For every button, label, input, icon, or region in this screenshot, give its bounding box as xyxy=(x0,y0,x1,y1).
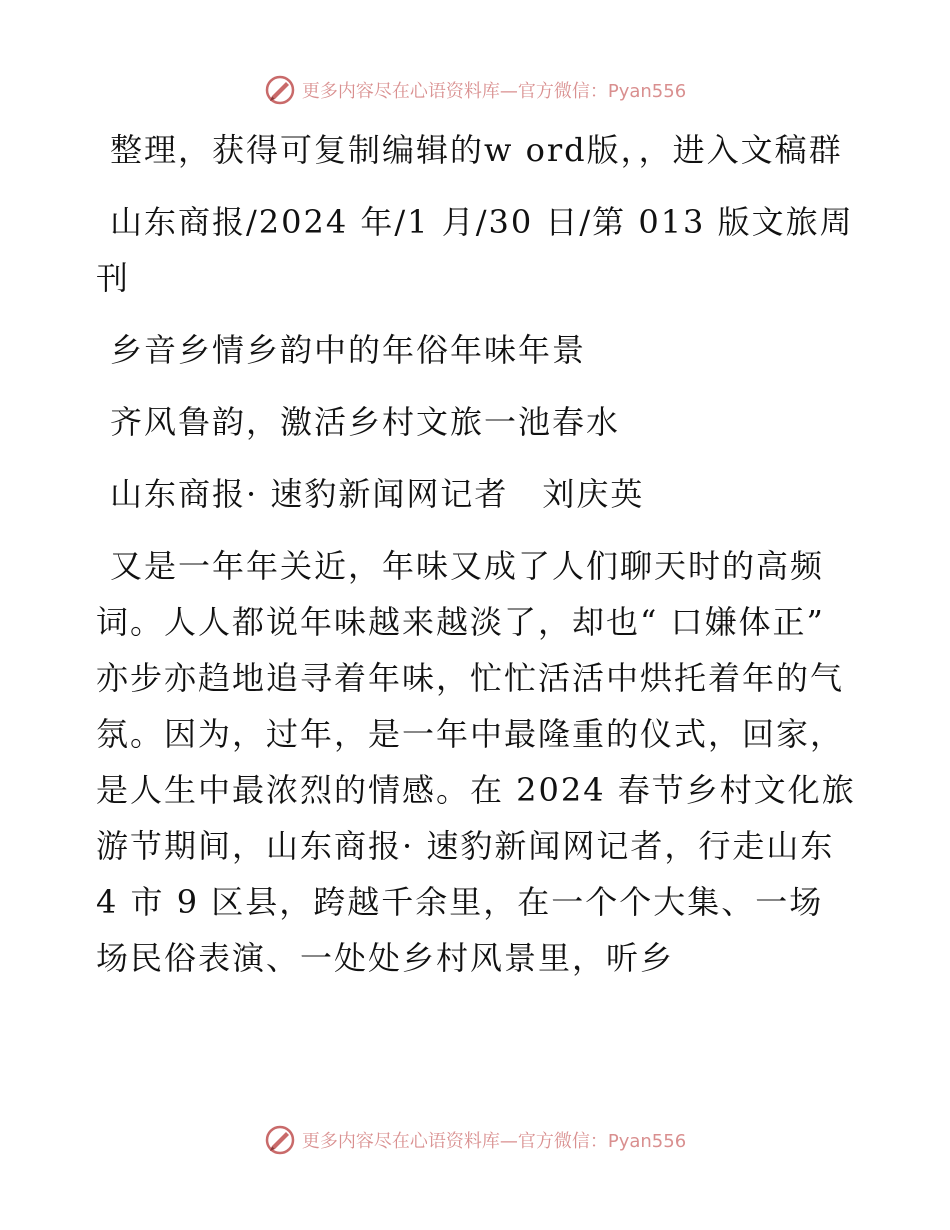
paragraph-source: 山东商报/2024 年/1 月/30 日/第 013 版文旅周刊 xyxy=(96,203,854,297)
paragraph-body: 又是一年年关近，年味又成了人们聊天时的高频词。人人都说年味越来越淡了，却也“ 口嫌体正” 亦步亦趋地追寻着年味，忙忙活活中烘托着年的气氛。因为，过年，是一年中最隆重的仪式，回家，是人生中最浓烈的情感。在 2024 春节乡村文化旅游节期间，山东商报· 速豹新闻网记者，行走山东 4 市 9 区县，跨越千余里，在一个个大集、一场场民俗表演、一处处乡村风景里，听乡 xyxy=(96,547,856,977)
watermark-text: 更多内容尽在心语资料库—官方微信：Pyan556 xyxy=(301,1131,687,1152)
watermark-header xyxy=(0,70,950,110)
watermark-logo-icon xyxy=(264,1124,296,1156)
watermark-text: 更多内容尽在心语资料库—官方微信：Pyan556 xyxy=(301,81,687,102)
document-body xyxy=(96,122,856,1002)
watermark-logo-icon xyxy=(264,74,296,106)
paragraph-intro-note: 整理，获得可复制编辑的w ord版，，进入文稿群 xyxy=(110,131,843,169)
paragraph-subheadline: 齐风鲁韵，激活乡村文旅一池春水 xyxy=(110,403,621,441)
paragraph-byline: 山东商报· 速豹新闻网记者 刘庆英 xyxy=(110,475,645,513)
paragraph-headline: 乡音乡情乡韵中的年俗年味年景 xyxy=(110,331,587,369)
watermark-footer xyxy=(0,1120,950,1160)
